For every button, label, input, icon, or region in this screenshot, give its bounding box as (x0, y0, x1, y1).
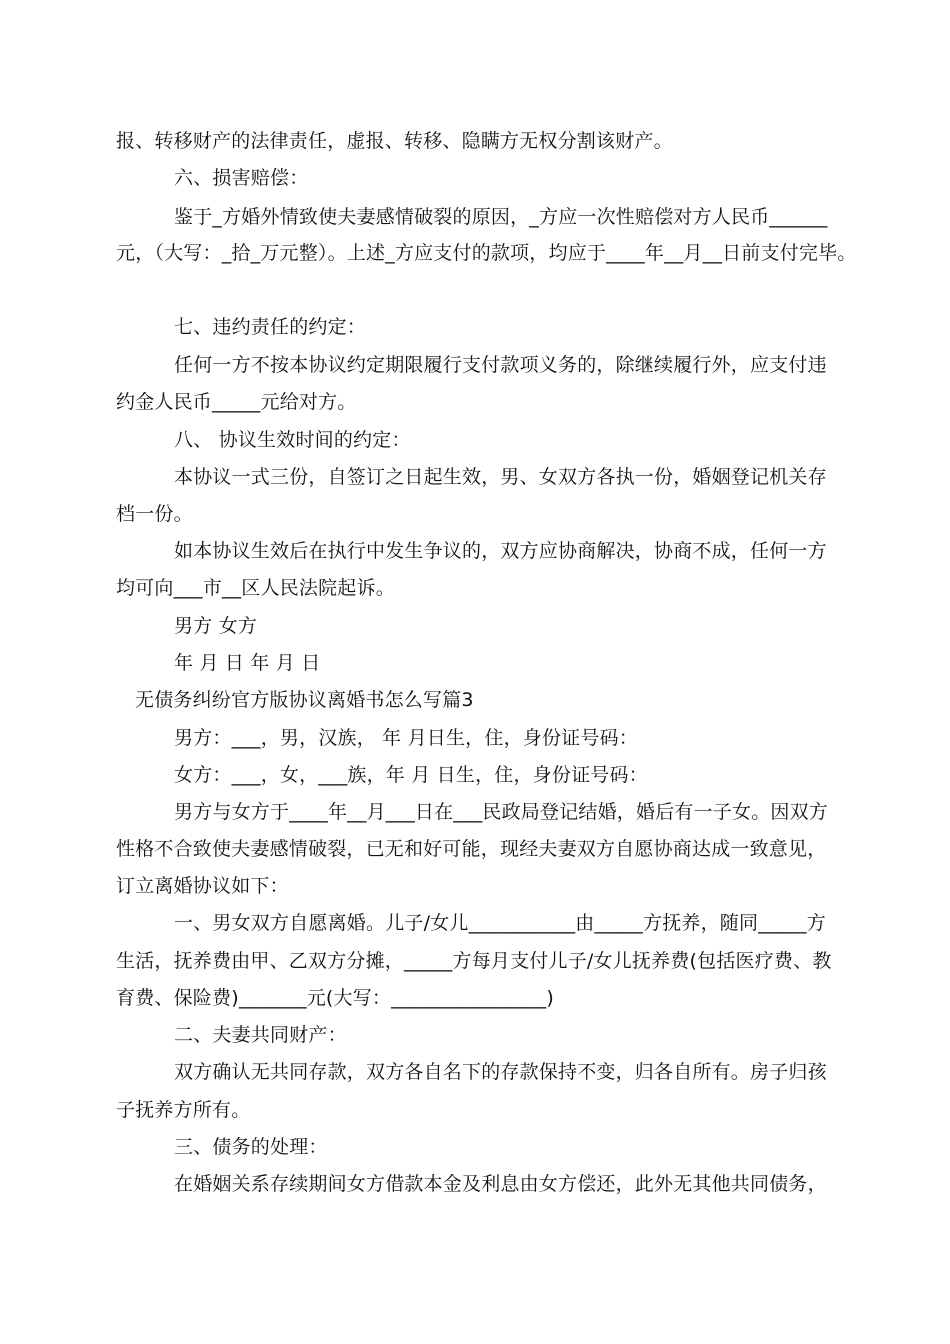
text-line: 约金人民币_____元给对方。 (116, 391, 357, 413)
text-line: 生活，抚养费由甲、乙双方分摊，_____方每月支付儿子/女儿抚养费(包括医疗费、教 (116, 950, 832, 972)
signature-line: 男方 女方 (174, 615, 258, 637)
text-line: 育费、保险费)_______元(大写：________________) (116, 987, 554, 1009)
section-heading: 八、 协议生效时间的约定： (174, 429, 411, 451)
text-line: 均可向___市__区人民法院起诉。 (116, 577, 395, 599)
text-line: 报、转移财产的法律责任，虚报、转移、隐瞒方无权分割该财产。 (116, 130, 673, 152)
section-heading: 六、损害赔偿： (174, 167, 309, 189)
text-line: 任何一方不按本协议约定期限履行支付款项义务的，除继续履行外，应支付违 (174, 354, 827, 376)
section-heading: 二、夫妻共同财产： (174, 1024, 347, 1046)
text-line: 在婚姻关系存续期间女方借款本金及利息由女方偿还，此外无其他共同债务， (174, 1173, 827, 1195)
text-line: 订立离婚协议如下： (116, 875, 289, 897)
text-line: 档一份。 (116, 503, 193, 525)
text-line: 男方与女方于____年__月___日在___民政局登记结婚，婚后有一子女。因双方 (174, 801, 829, 823)
text-line: 性格不合致使夫妻感情破裂，已无和好可能，现经夫妻双方自愿协商达成一致意见， (116, 838, 827, 860)
text-line: 鉴于_方婚外情致使夫妻感情破裂的原因，_方应一次性赔偿对方人民币______ (174, 206, 828, 228)
text-line: 双方确认无共同存款，双方各自名下的存款保持不变，归各自所有。房子归孩 (174, 1061, 827, 1083)
text-line: 一、男女双方自愿离婚。儿子/女儿___________由_____方抚养，随同_____方 (174, 912, 826, 934)
date-line: 年 月 日 年 月 日 (174, 652, 321, 674)
text-line: 女方：___，女，___族，年 月 日生，住，身份证号码： (174, 764, 648, 786)
text-line: 本协议一式三份，自签订之日起生效，男、女双方各执一份，婚姻登记机关存 (174, 466, 827, 488)
section-heading: 七、违约责任的约定： (174, 316, 367, 338)
text-line: 子抚养方所有。 (116, 1099, 251, 1121)
article-title: 无债务纠纷官方版协议离婚书怎么写篇3 (135, 689, 474, 711)
text-line: 男方：___，男，汉族， 年 月日生，住，身份证号码： (174, 727, 638, 749)
text-line: 元，（大写：_拾_万元整）。上述_方应支付的款项，均应于____年__月__日前支付完毕。 (116, 242, 857, 264)
text-line: 如本协议生效后在执行中发生争议的，双方应协商解决，协商不成，任何一方 (174, 540, 827, 562)
section-heading: 三、债务的处理： (174, 1136, 328, 1158)
